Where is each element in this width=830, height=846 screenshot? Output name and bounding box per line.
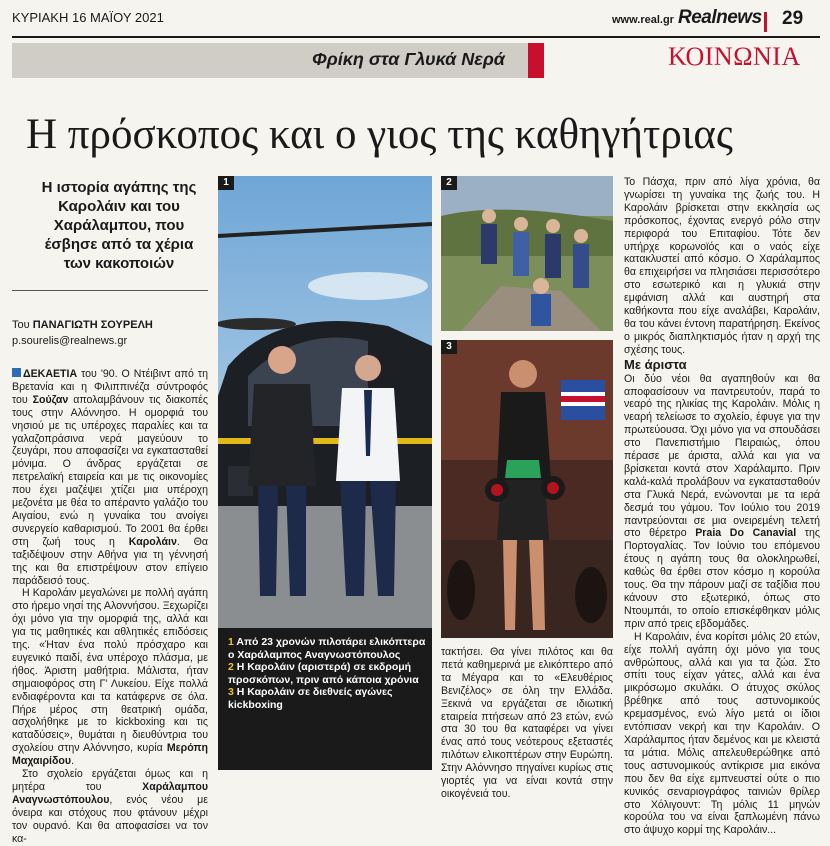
kicker-accent [528, 43, 544, 78]
photo-kickboxing [441, 340, 613, 638]
brand-logo: Realnews [678, 7, 762, 28]
site-url: www.real.gr [612, 14, 674, 26]
deck-rule [12, 290, 208, 291]
text-run: του '90. Ο Ντέιβιντ από τη Βρετανία και η Φιλιππινέζα σύντροφός του [12, 368, 208, 406]
photo-pilots-image [218, 176, 432, 628]
page-number: 29 [782, 8, 804, 29]
name: Σούζαν [32, 393, 69, 406]
paragraph [624, 373, 820, 631]
name: Χαράλαμπου Αναγνωστόπουλου [12, 781, 208, 806]
author-email: p.sourelis@realnews.gr [12, 335, 128, 347]
text-run: απολαμβάνουν τις διακοπές τους στην Αλόννησο. Η ομορφιά του νησιού με τις υπέροχες παραλίες και τα γαλαζοπράσινα νερά μαγεύουν το ζευγάρι, που αποφασίζει να εγκατασταθεί μόνιμα. Ο άνδρας εργάζεται σε πετρελαϊκή εταιρεία και με τις οικονομίες που έχει μαζέψει χτίζει μια υπέροχη μεζονέτα με θέα το απέραντο γαλάζιο του Αιγαίου, ενώ η γυναίκα του ανοίγει συνεργείο καθαρισμού. Το 2001 θα έρθει στη ζωή τους η [12, 393, 208, 548]
issue-date: ΚΥΡΙΑΚΗ 16 ΜΑΪΟΥ 2021 [12, 10, 164, 25]
body-column-3 [624, 176, 820, 837]
paragraph [12, 587, 208, 768]
paragraph [12, 368, 208, 587]
caption-item [228, 686, 428, 711]
caption-text: Από 23 χρονών πιλοτάρει ελικόπτερα ο Χαράλαμπος Αναγνωστόπουλος [228, 636, 426, 661]
paragraph: Η Καρολάιν, ένα κορίτσι μόλις 20 ετών, είχε πολλή αγάπη όχι μόνο για τους ανθρώπους, αλλά και για τα ζώα. Στο σπίτι τους είχαν γάτες, αλλά και ένα μικρόσωμο σκυλάκι. Ο άτυχος σκύλος βρέθηκε από τους αστυνομικούς κρεμασμένος, ενώ λίγο μετά οι ίδιοι εντόπισαν νεκρή και την Καρολάιν. Ο Χαράλαμπος ήταν δεμένος και με κλειστά τα μάτια. Μόλις απελευθερώθηκε από τους αστυνομικούς αντίκρισε μια εικόνα που δεν θα είχε εμπνευστεί ούτε ο πιο κυνικός σεναριογράφος ταινιών θρίλερ στο Χόλιγουντ: Τη μόλις 11 μηνών κορούλα του να είναι ξαπλωμένη πάνω στο άψυχο κορμί της Καρολάιν... [624, 630, 820, 837]
text-run: Οι δύο νέοι θα αγαπηθούν και θα αποφασίσουν να παντρευτούν, παρά το νεαρό της ηλικίας της Καρολάιν. Μόλις η νεαρή τελείωσε το σχολείο, έφυγε για την πρωτεύουσα. Όχι μόνο για να σπουδάσει στο Πανεπιστήμιο Πειραιώς, όπου πέρασε με άριστα, αλλά και για να βρίσκεται κοντά στον Χαράλαμπο. Πριν καλά-καλά προλάβουν να εγκατασταθούν στα Γλυκά Νερά, ενώνονται με τα ιερά δεσμά του γάμου. Τον Ιούλιο του 2019 παντρεύονται σε μια ονειρεμένη τελετή στο θέρετρο [624, 372, 820, 540]
paragraph [12, 768, 208, 845]
photo-number-badge: 3 [441, 340, 457, 354]
text-run: της Πορτογαλίας. Τον Ιούνιο του επόμενου έτους η αγάπη τους θα ολοκληρωθεί, καθώς θα έρθει στον κόσμο η κορούλα τους. Θα την πάρουν μαζί σε ταξίδια που κάνουν στο εξωτερικό, όπως στο Ντουμπάι, το οποίο επισκέφθηκαν μόλις πριν από τρεις εβδομάδες. [624, 527, 820, 630]
paragraph: τακτήσει. Θα γίνει πιλότος και θα πετά καθημερινά με ελικόπτερο από τα Μέγαρα και το «Ελευθέριος Βενιζέλος» σε όλη την Ελλάδα. Ξεκινά να εργάζεται σε ιδιωτική εταιρεία πτήσεων από 23 ετών, ενώ στα 30 του θα καταφέρει να γίνει ένας από τους νεότερους εξεταστές πιλότων ελικοπτέρων στην Ευρώπη. Στην Αλόννησο πηγαίνει κυρίως στις γιορτές για να είναι κοντά στην οικογένειά του. [441, 646, 613, 800]
section-title: ΚΟΙΝΩΝΙΑ [668, 42, 801, 71]
text-run: . Θα ταξιδέψουν στην Αθήνα για τη γέννησή της και θα επιστρέψουν στον επίγειο παράδεισό τους. [12, 535, 208, 587]
photo-number-badge: 2 [441, 176, 457, 190]
caption-item [228, 636, 428, 661]
caption-list [228, 636, 428, 712]
text-run: . [71, 755, 75, 768]
caption-number: 1 [228, 636, 234, 648]
byline-author: ΠΑΝΑΓΙΩΤΗ ΣΟΥΡΕΛΗ [32, 319, 153, 331]
caption-number: 2 [228, 661, 234, 674]
caption-text: Η Καρολάιν (αριστερά) σε εκδρομή προσκόπων, πριν από κάποια χρόνια [228, 661, 419, 686]
photo-number-badge: 1 [218, 176, 234, 190]
subheading: Με άριστα [624, 356, 687, 372]
name: Μερόπη Μαχαιρίδου [12, 742, 208, 768]
lead-word: ΔΕΚΑΕΤΙΑ [12, 368, 77, 380]
paragraph: Το Πάσχα, πριν από λίγα χρόνια, θα γνωρίσει τη γυναίκα της ζωής του. Η Καρολάιν βρίσκεται στην εκκλησία ως πρόσκοπος, έχοντας ενεργό ρόλο στην περιφορά του Επιταφίου. Τότε δεν υπήρχε κορωνοϊός και ο ναός είχε κατακλυστεί από κόσμο. Ο Χαράλαμπος θα επιχειρήσει να πλησιάσει περισσότερο στο εσωτερικό και η γλυκιά στην εμφάνιση αλλά και αυστηρή στα καθήκοντα που είχε αναλάβει, Καρολάιν, θα του κάνει έντονη παρατήρηση. Εκείνος ο μικρός διαπληκτισμός ήταν η αρχή της σχέσης τους. [624, 176, 820, 356]
text-run: Στο σχολείο εργάζεται όμως και η μητέρα του [12, 768, 208, 793]
photo-kickboxing-image [441, 340, 613, 638]
caption-number: 3 [228, 686, 234, 699]
photo-pilots [218, 176, 432, 628]
kicker: Φρίκη στα Γλυκά Νερά [312, 49, 505, 69]
place-name: Praia Do Canavial [695, 527, 797, 540]
caption-text: Η Καρολάιν σε διεθνείς αγώνες kickboxing [228, 686, 393, 711]
text-run: Η Καρολάιν μεγαλώνει με πολλή αγάπη στο ήρεμο νησί της Αλοννήσου. Ξεχωρίζει όχι μόνο για την ομορφιά της, αλλά και για τις μαθητικές και αθλητικές επιδόσεις της. «Ήταν ένα πολύ πρόσχαρο και ευγενικό παιδί, ένα υπέροχο πλάσμα, με ήθος. Άριστη μαθήτρια. Μάλιστα, ήταν σημαιοφόρος στη Γ' Λυκείου. Είχε πολλά ενδιαφέροντα και τα κατάφερνε σε όλα. Πήρε μέρος στη θεατρική ομάδα, ασχολήθηκε με το kickboxing και τις καταδύσεις», θυμάται η διευθύντρια του σχολείου στην Αλόννησο, κυρία [12, 587, 208, 755]
body-column-2 [441, 646, 613, 801]
header-rule [12, 36, 820, 38]
name: Καρολάιν [128, 535, 177, 548]
body-column-1 [12, 368, 208, 846]
deck: Η ιστορία αγάπης της Καρολάιν και του Χαράλαμπου, που έσβησε από τα χέρια των κακοποιών [41, 179, 197, 272]
headline: Η πρόσκοπος και ο γιος της καθηγήτριας [26, 111, 733, 158]
header-separator [764, 12, 767, 32]
photo-scouts [441, 176, 613, 331]
byline-prefix: Του [12, 319, 30, 331]
text-run: , ενός νέου με όνειρα και στόχους που φτάνουν μέχρι τον ουρανό. Και θα αποφασίσει να τον κα- [12, 793, 208, 845]
byline [12, 319, 153, 331]
photo-scouts-image [441, 176, 613, 331]
caption-item [228, 661, 428, 686]
